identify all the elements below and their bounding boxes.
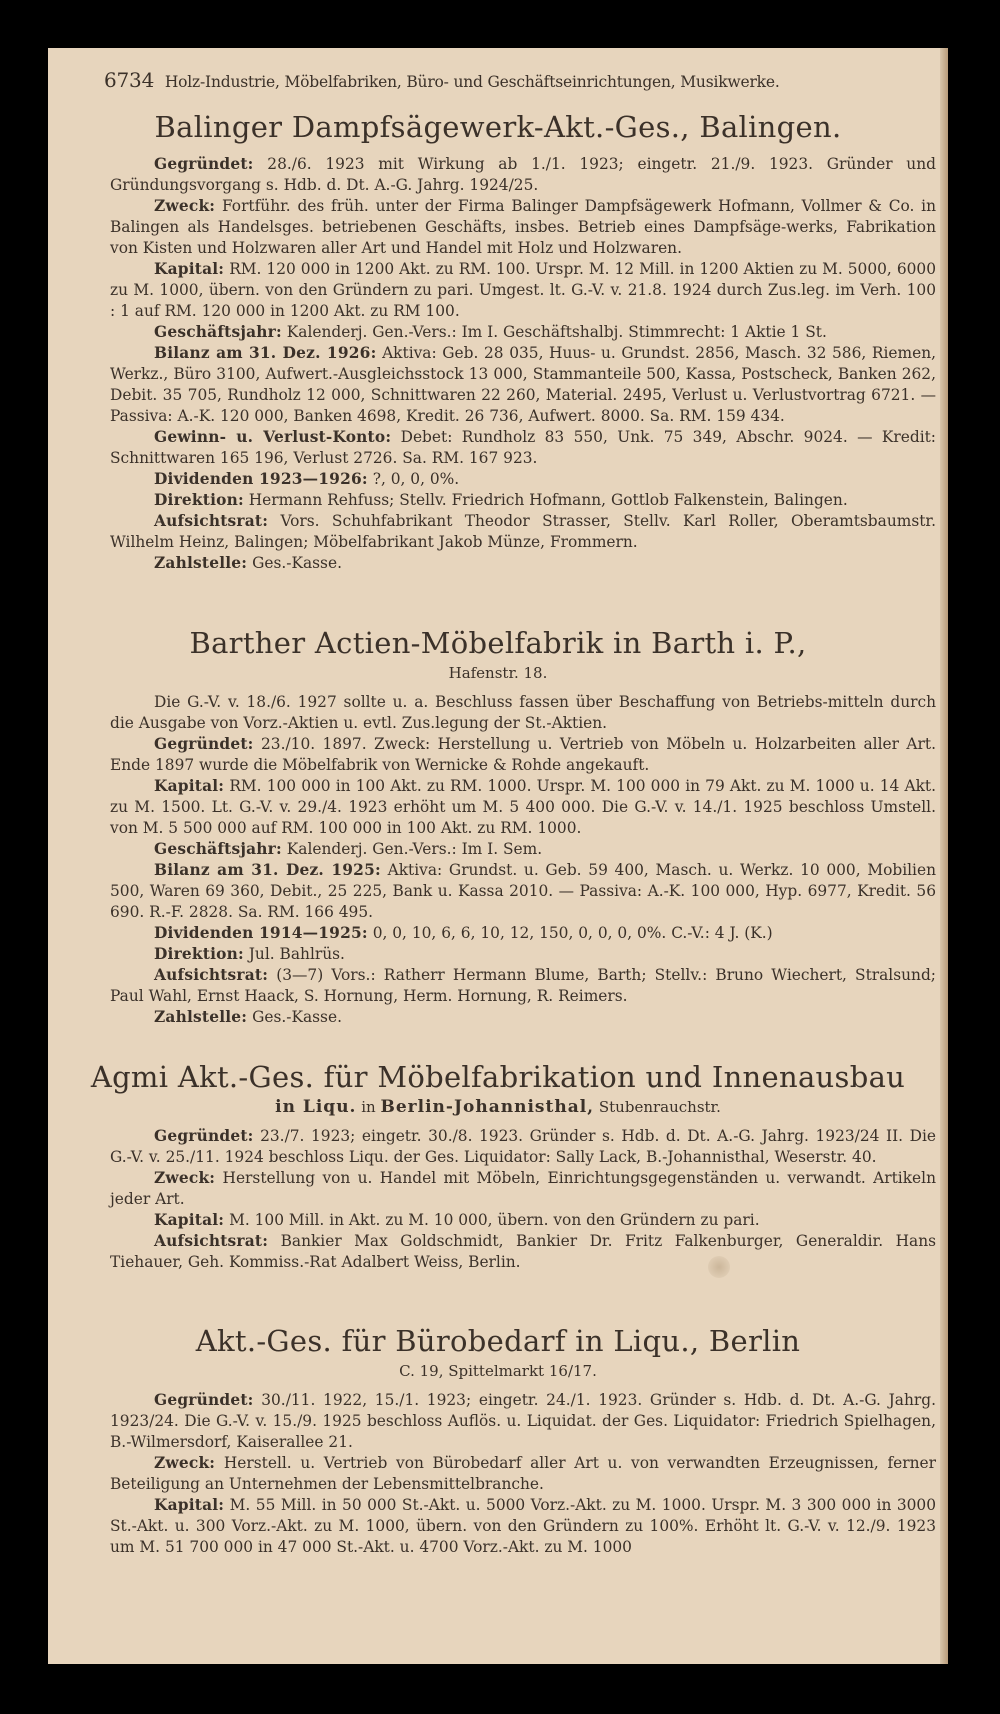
entry-paragraph <box>110 1495 936 1558</box>
para-text: 23./10. 1897. Zweck: Herstellung u. Vertrieb von Möbeln u. Holzarbeiten aller Art. Ende 1897 wurde die Möbelfabrik von Wernicke & Rohde angekauft. <box>110 735 936 774</box>
para-label: Dividenden 1914—1925: <box>154 924 368 942</box>
entry-paragraph <box>110 553 936 574</box>
para-text: M. 55 Mill. in 50 000 St.-Akt. u. 5000 Vorz.-Akt. zu M. 1000. Urspr. M. 3 300 000 in 3000 St.-Akt. u. 300 Vorz.-Akt. zu M. 1000, übern. von den Gründern zu 100%. Erhöht lt. G.-V. v. 12./9. 1923 um M. 51 700 000 in 47 000 St.-Akt. u. 4700 Vorz.-Akt. zu M. 1000 <box>110 1496 936 1556</box>
entry-paragraph <box>110 923 936 944</box>
para-label: Aufsichtsrat: <box>154 1232 269 1250</box>
entry-paragraph <box>110 511 936 553</box>
para-text: Herstellung von u. Handel mit Möbeln, Einrichtungsgegenständen u. verwandt. Artikeln jeder Art. <box>110 1169 936 1208</box>
entry-paragraph <box>110 1168 936 1210</box>
para-label: Aufsichtsrat: <box>154 966 269 984</box>
entry-buerobedarf <box>48 1322 948 1558</box>
para-text: Fortführ. des früh. unter der Firma Balinger Dampfsägewerk Hofmann, Vollmer & Co. in Balingen als Handelsges. betriebenen Geschäfts, insbes. Betrieb eines Dampfsäge-werks, Fabrikation von Kisten und Holzwaren aller Art und Handel mit Holz und Holzwaren. <box>110 197 937 257</box>
entry-barther <box>48 624 948 1028</box>
para-text: Vors. Schuhfabrikant Theodor Strasser, Stellv. Karl Roller, Oberamtsbaumstr. Wilhelm Heinz, Balingen; Möbelfabrikant Jakob Münze, Frommern. <box>110 512 936 551</box>
para-label: Aufsichtsrat: <box>154 512 269 530</box>
entry-paragraph <box>110 196 936 259</box>
para-text: Bankier Max Goldschmidt, Bankier Dr. Fritz Falkenburger, Generaldir. Hans Tiehauer, Geh. Kommiss.-Rat Adalbert Weiss, Berlin. <box>110 1232 936 1271</box>
para-label: Kapital: <box>154 777 225 795</box>
para-text: M. 100 Mill. in Akt. zu M. 10 000, übern. von den Gründern zu pari. <box>229 1211 760 1229</box>
para-label: Direktion: <box>154 945 244 963</box>
para-label: Zweck: <box>154 1169 216 1187</box>
para-label: Kapital: <box>154 1211 225 1229</box>
entry-title: Balinger Dampfsägewerk-Akt.-Ges., Balingen. <box>154 110 842 144</box>
ink-blot <box>708 1256 730 1278</box>
entry-paragraph <box>110 1126 936 1168</box>
entry-paragraph <box>110 259 936 322</box>
entry-paragraph <box>110 839 936 860</box>
para-label: Geschäftsjahr: <box>154 323 282 341</box>
entry-paragraph <box>110 154 936 196</box>
para-text: RM. 120 000 in 1200 Akt. zu RM. 100. Urspr. M. 12 Mill. in 1200 Aktien zu M. 5000, 6000 zu M. 1000, übern. von den Gründern zu pari. Umgest. lt. G.-V. v. 21.8. 1924 durch Zus.leg. im Verh. 100 : 1 auf RM. 120 000 in 1200 Akt. zu RM 100. <box>110 260 936 320</box>
location-street: Stubenrauchstr. <box>598 1098 721 1116</box>
para-label: Kapital: <box>154 260 225 278</box>
entry-paragraph <box>110 1453 936 1495</box>
entry-paragraph <box>110 944 936 965</box>
para-text: RM. 100 000 in 100 Akt. zu RM. 1000. Urspr. M. 100 000 in 79 Akt. zu M. 1000 u. 14 Akt. zu M. 1500. Lt. G.-V. v. 29./4. 1923 erhöht um M. 5 400 000. Die G.-V. v. 14./1. 1925 beschloss Umstell. von M. 5 500 000 auf RM. 100 000 in 100 Akt. zu RM. 1000. <box>110 777 936 837</box>
para-label: Kapital: <box>154 1496 225 1514</box>
entry-paragraph <box>110 1390 936 1453</box>
para-text: Aktiva: Grundst. u. Geb. 59 400, Masch. u. Werkz. 10 000, Mobilien 500, Waren 69 360, Debit., 25 225, Bank u. Kassa 2010. — Passiva: A.-K. 100 000, Hyp. 6977, Kredit. 56 690. R.-F. 2828. Sa. RM. 166 495. <box>110 861 936 921</box>
running-header <box>104 68 944 92</box>
location-city: Berlin-Johannisthal, <box>380 1097 595 1117</box>
para-label: Gegründet: <box>154 735 254 753</box>
para-label: Bilanz am 31. Dez. 1926: <box>154 344 377 362</box>
para-text: ?, 0, 0, 0%. <box>372 470 460 488</box>
para-text: Die G.-V. v. 18./6. 1927 sollte u. a. Beschluss fassen über Beschaffung von Betriebs-mitteln durch die Ausgabe von Vorz.-Aktien u. evtl. Zus.legung der St.-Aktien. <box>110 693 936 732</box>
para-text: 30./11. 1922, 15./1. 1923; eingetr. 24./1. 1923. Gründer s. Hdb. d. Dt. A.-G. Jahrg. 1923/24. Die G.-V. v. 15./9. 1925 beschloss Auflös. u. Liquidat. der Ges. Liquidator: Friedrich Spielhagen, B.-Wilmersdorf, Kaiserallee 21. <box>110 1391 936 1451</box>
para-label: Direktion: <box>154 491 244 509</box>
entry-paragraph <box>110 322 936 343</box>
para-text: 0, 0, 10, 6, 6, 10, 12, 150, 0, 0, 0, 0%. C.-V.: 4 J. (K.) <box>372 924 773 942</box>
para-label: Zahlstelle: <box>154 554 248 572</box>
para-label: Dividenden 1923—1926: <box>154 470 368 488</box>
para-label: Gegründet: <box>154 1391 254 1409</box>
entry-paragraph <box>110 776 936 839</box>
para-label: Bilanz am 31. Dez. 1925: <box>154 861 381 879</box>
running-title: Holz-Industrie, Möbelfabriken, Büro- und Geschäftseinrichtungen, Musikwerke. <box>164 73 780 91</box>
para-text: Herstell. u. Vertrieb von Bürobedarf aller Art u. von verwandten Erzeugnissen, ferner Beteiligung an Unternehmen der Lebensmittelbranche. <box>110 1454 936 1493</box>
entry-paragraph <box>110 734 936 776</box>
para-text: 28./6. 1923 mit Wirkung ab 1./1. 1923; eingetr. 21./9. 1923. Gründer und Gründungsvorgang s. Hdb. d. Dt. A.-G. Jahrg. 1924/25. <box>110 155 936 194</box>
para-text: Hermann Rehfuss; Stellv. Friedrich Hofmann, Gottlob Falkenstein, Balingen. <box>248 491 848 509</box>
entry-title: Agmi Akt.-Ges. für Möbelfabrikation und Innenausbau <box>90 1060 906 1094</box>
para-text: Kalenderj. Gen.-Vers.: Im I. Sem. <box>286 840 543 858</box>
location-preposition: in <box>361 1098 376 1116</box>
entry-paragraph <box>110 1007 936 1028</box>
para-text: (3—7) Vors.: Ratherr Hermann Blume, Barth; Stellv.: Bruno Wiechert, Stralsund; Paul Wahl, Ernst Haack, S. Hornung, Herm. Hornung, R. Reimers. <box>110 966 936 1005</box>
para-text: 23./7. 1923; eingetr. 30./8. 1923. Gründer s. Hdb. d. Dt. A.-G. Jahrg. 1923/24 II. Die G.-V. v. 25./11. 1924 beschloss Liqu. der Ges. Liquidator: Sally Lack, B.-Johannisthal, Weserstr. 40. <box>110 1127 936 1166</box>
entry-title: Akt.-Ges. für Bürobedarf in Liqu., Berlin <box>195 1324 801 1358</box>
para-label: Zahlstelle: <box>154 1008 248 1026</box>
entry-paragraph <box>110 965 936 1007</box>
scanned-page <box>48 48 948 1664</box>
entry-paragraph <box>110 343 936 427</box>
entry-location <box>48 1096 948 1118</box>
para-label: Geschäftsjahr: <box>154 840 282 858</box>
para-label: Gegründet: <box>154 1127 254 1145</box>
liquidation-mark: in Liqu. <box>275 1097 357 1117</box>
para-label: Zweck: <box>154 197 216 215</box>
entry-address: C. 19, Spittelmarkt 16/17. <box>399 1362 597 1380</box>
para-text: Jul. Bahlrüs. <box>248 945 345 963</box>
para-text: Ges.-Kasse. <box>252 554 342 572</box>
entry-paragraph <box>110 1231 936 1273</box>
para-text: Ges.-Kasse. <box>252 1008 342 1026</box>
para-label: Zweck: <box>154 1454 216 1472</box>
para-label: Gegründet: <box>154 155 254 173</box>
entry-paragraph <box>110 427 936 469</box>
para-text: Aktiva: Geb. 28 035, Huus- u. Grundst. 2856, Masch. 32 586, Riemen, Werkz., Büro 3100, Aufwert.-Ausgleichsstock 13 000, Stammanteile 500, Kassa, Postscheck, Banken 262, Debit. 35 705, Rundholz 12 000, Schnittwaren 22 260, Material. 2495, Verlust u. Verlustvortrag 6721. — Passiva: A.-K. 120 000, Banken 4698, Kredit. 26 736, Aufwert. 8000. Sa. RM. 159 434. <box>110 344 936 425</box>
entry-paragraph <box>110 692 936 734</box>
para-text: Kalenderj. Gen.-Vers.: Im I. Geschäftshalbj. Stimmrecht: 1 Aktie 1 St. <box>286 323 827 341</box>
para-label: Gewinn- u. Verlust-Konto: <box>154 428 392 446</box>
page-number: 6734 <box>104 68 155 92</box>
entry-title: Barther Actien-Möbelfabrik in Barth i. P., <box>189 626 807 660</box>
entry-paragraph <box>110 860 936 923</box>
para-text: Debet: Rundholz 83 550, Unk. 75 349, Abschr. 9024. — Kredit: Schnittwaren 165 196, Verlust 2726. Sa. RM. 167 923. <box>110 428 936 467</box>
entry-address: Hafenstr. 18. <box>448 664 548 682</box>
entry-balinger <box>48 108 948 574</box>
entry-paragraph <box>110 469 936 490</box>
entry-agmi <box>48 1058 948 1273</box>
entry-paragraph <box>110 490 936 511</box>
entry-paragraph <box>110 1210 936 1231</box>
